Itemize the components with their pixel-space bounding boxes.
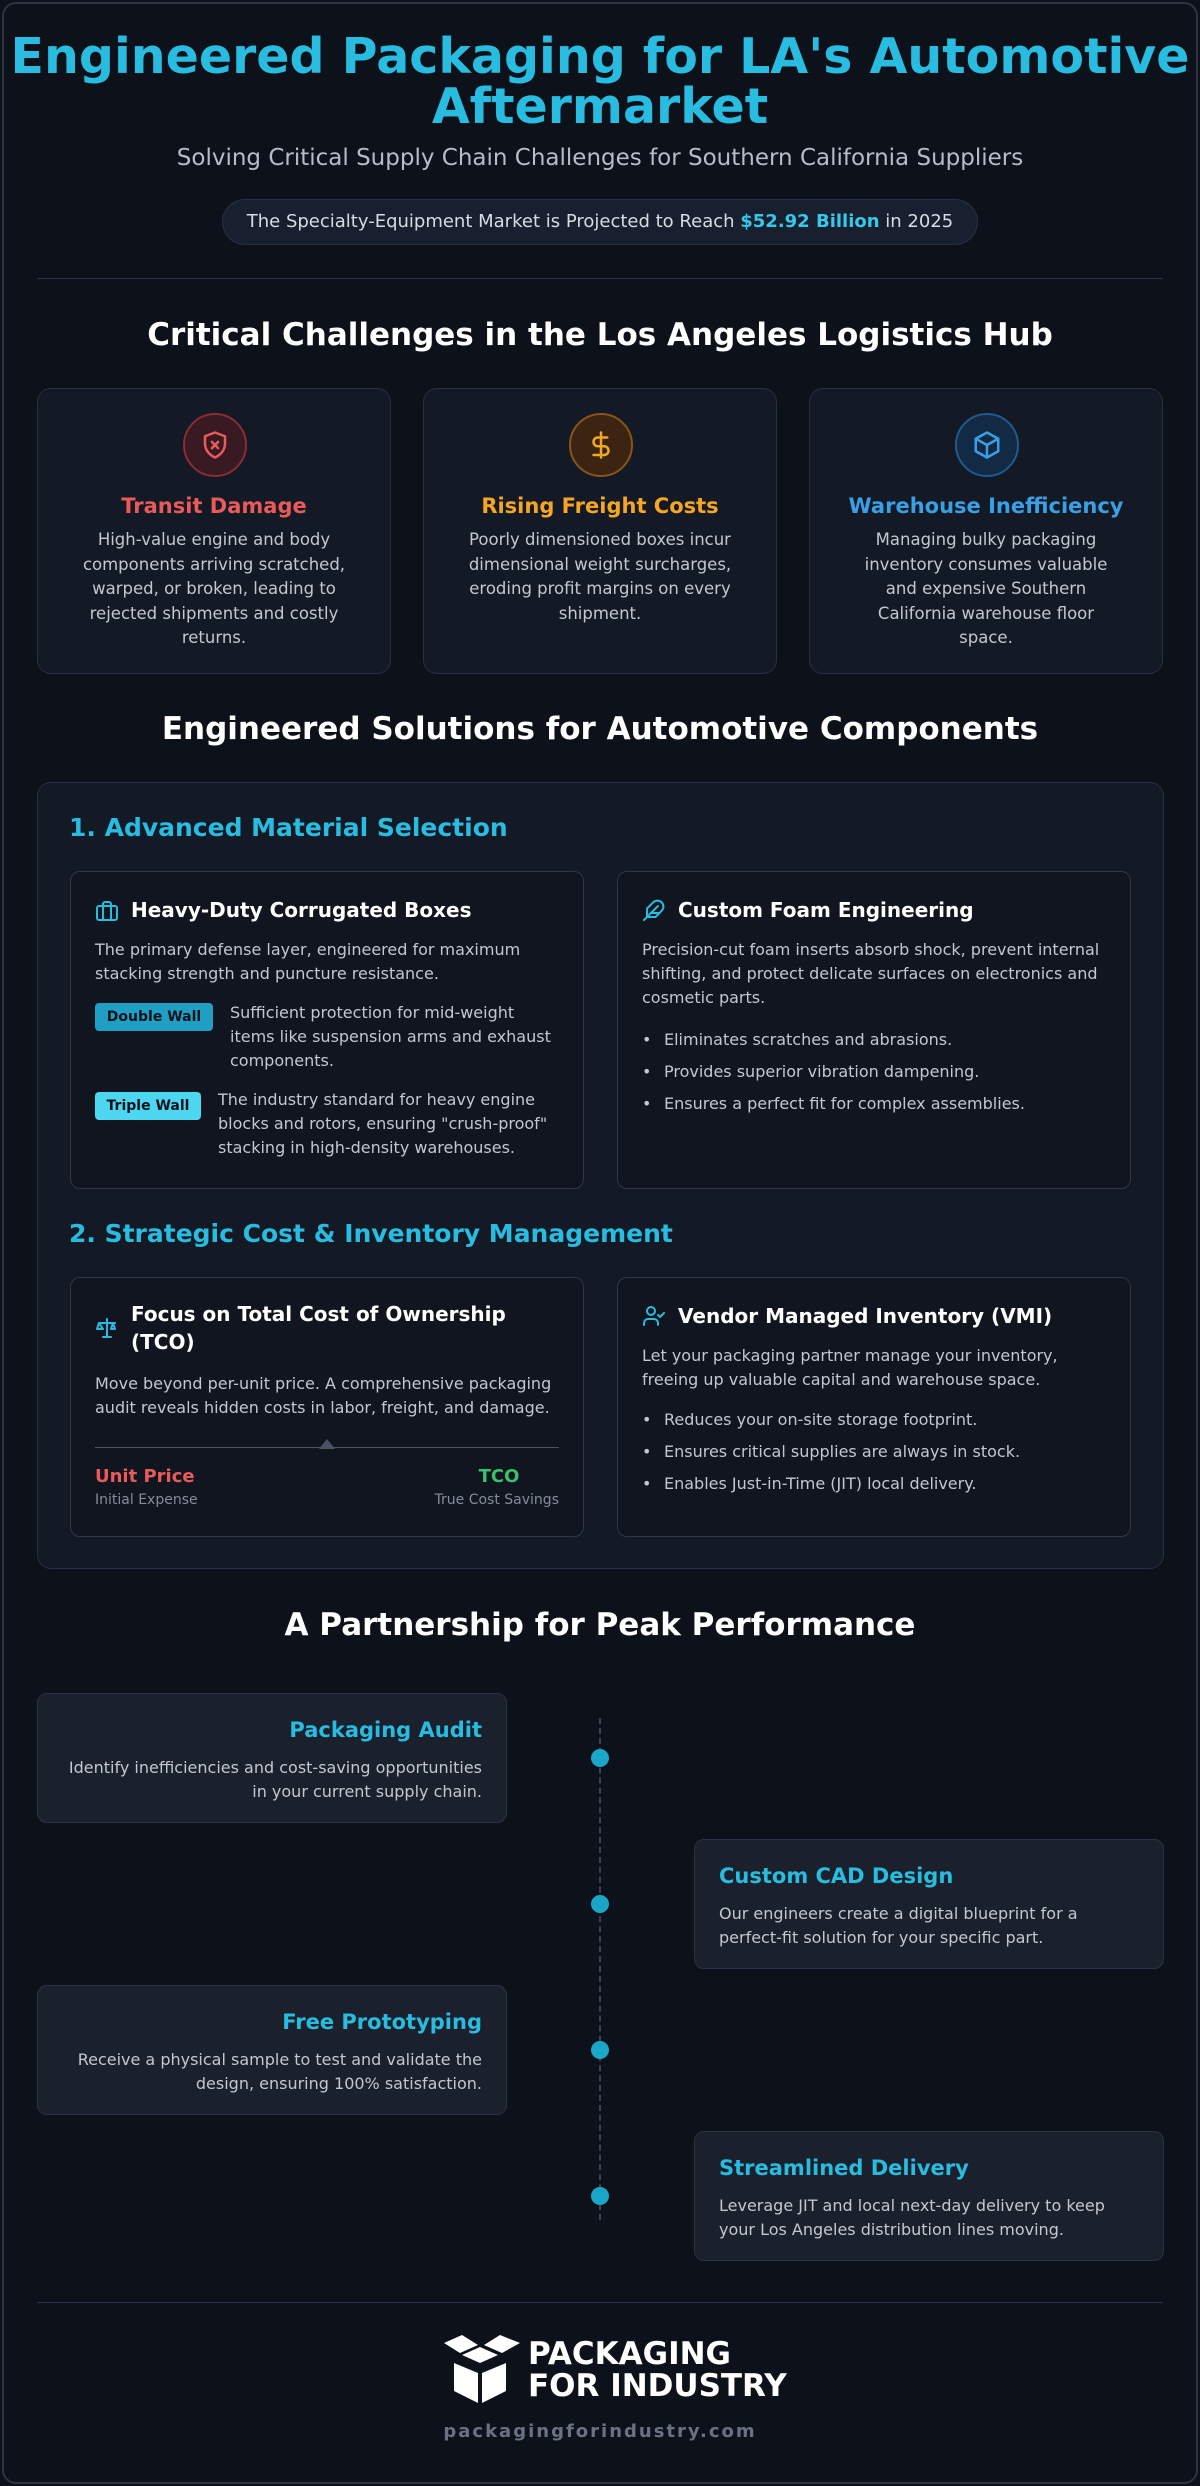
card-title: Focus on Total Cost of Ownership (TCO) <box>131 1302 506 1354</box>
foam-bullets <box>642 1024 1110 1120</box>
timeline-line <box>599 1718 601 2220</box>
challenge-card-freight-costs <box>423 388 777 674</box>
challenge-card-warehouse <box>809 388 1163 674</box>
box-icon <box>955 413 1019 477</box>
packaging-logo-icon <box>440 2333 522 2405</box>
step-text: Leverage JIT and local next-day delivery to keep your Los Angeles distribution lines moving. <box>719 2196 1105 2239</box>
timeline-step-audit <box>37 1693 507 1823</box>
website-link[interactable]: packagingforindustry.com <box>443 2421 757 2442</box>
corrugated-card <box>70 871 584 1189</box>
timeline-step-cad <box>694 1839 1164 1969</box>
step-title: Streamlined Delivery <box>719 2156 969 2180</box>
divider <box>37 278 1163 279</box>
user-check-icon <box>642 1304 666 1328</box>
triple-wall-badge: Triple Wall <box>95 1092 201 1120</box>
page-title: Engineered Packaging for LA's Automotive Aftermarket <box>10 28 1190 135</box>
challenges-title: Critical Challenges in the Los Angeles Logistics Hub <box>147 317 1053 353</box>
card-title: Heavy-Duty Corrugated Boxes <box>131 898 472 922</box>
double-wall-text: Sufficient protection for mid-weight items like suspension arms and exhaust components. <box>230 1003 551 1070</box>
step-title: Free Prototyping <box>282 2010 482 2034</box>
market-stat-value: $52.92 Billion <box>740 211 880 232</box>
dollar-icon <box>569 413 633 477</box>
challenge-card-transit-damage <box>37 388 391 674</box>
list-item: • Ensures critical supplies are always in stock. <box>642 1436 1110 1468</box>
step-text: Our engineers create a digital blueprint for a perfect-fit solution for your specific part. <box>719 1904 1078 1947</box>
section-heading: 2. Strategic Cost & Inventory Management <box>69 1219 673 1248</box>
tco-sub: True Cost Savings <box>434 1492 559 1508</box>
timeline-step-prototyping <box>37 1985 507 2115</box>
divider <box>37 2302 1163 2303</box>
balance-pointer-icon <box>319 1439 335 1449</box>
list-item: • Enables Just-in-Time (JIT) local delivery. <box>642 1468 1110 1500</box>
list-item: • Reduces your on-site storage footprint. <box>642 1404 1110 1436</box>
card-desc: The primary defense layer, engineered for maximum stacking strength and puncture resistance. <box>95 940 521 983</box>
card-title: Custom Foam Engineering <box>678 898 974 922</box>
double-wall-badge: Double Wall <box>95 1003 213 1031</box>
scale-icon <box>95 1316 119 1340</box>
shield-x-icon <box>183 413 247 477</box>
card-title: Vendor Managed Inventory (VMI) <box>678 1304 1053 1328</box>
market-stat-pill: The Specialty-Equipment Market is Projected to Reach $52.92 Billion in 2025 <box>222 199 978 245</box>
timeline-step-delivery <box>694 2131 1164 2261</box>
challenge-text: Poorly dimensioned boxes incur dimensional weight surcharges, eroding profit margins on every shipment. <box>468 530 732 623</box>
timeline-dot <box>591 2041 609 2059</box>
step-text: Receive a physical sample to test and validate the design, ensuring 100% satisfaction. <box>77 2050 482 2093</box>
tco-card <box>70 1277 584 1537</box>
unit-price-label: Unit Price <box>95 1466 195 1487</box>
step-title: Packaging Audit <box>289 1718 482 1742</box>
step-text: Identify inefficiencies and cost-saving opportunities in your current supply chain. <box>68 1758 482 1801</box>
unit-price-sub: Initial Expense <box>95 1492 198 1508</box>
card-desc: Move beyond per-unit price. A comprehensive packaging audit reveals hidden costs in labor, freight, and damage. <box>95 1374 552 1417</box>
briefcase-icon <box>95 899 119 923</box>
brand-wordmark: PACKAGING FOR INDUSTRY <box>528 2336 787 2404</box>
timeline-dot <box>591 1895 609 1913</box>
page-subtitle: Solving Critical Supply Chain Challenges for Southern California Suppliers <box>176 145 1024 171</box>
timeline-dot <box>591 2187 609 2205</box>
challenge-title: Transit Damage <box>121 494 307 518</box>
list-item: • Provides superior vibration dampening. <box>642 1056 1110 1088</box>
list-item: • Ensures a perfect fit for complex assemblies. <box>642 1088 1110 1120</box>
challenge-title: Warehouse Inefficiency <box>848 494 1124 518</box>
timeline-dot <box>591 1749 609 1767</box>
triple-wall-text: The industry standard for heavy engine blocks and rotors, ensuring "crush-proof" stacking in high-density warehouses. <box>218 1090 548 1157</box>
foam-card <box>617 871 1131 1189</box>
feather-icon <box>642 898 666 922</box>
card-desc: Let your packaging partner manage your inventory, freeing up valuable capital and warehouse space. <box>642 1346 1058 1389</box>
vmi-bullets <box>642 1404 1110 1500</box>
step-title: Custom CAD Design <box>719 1864 954 1888</box>
list-item: • Eliminates scratches and abrasions. <box>642 1024 1110 1056</box>
section-heading: 1. Advanced Material Selection <box>69 813 508 842</box>
challenge-text: High-value engine and body components arriving scratched, warped, or broken, leading to rejected shipments and costly returns. <box>82 530 346 647</box>
card-desc: Precision-cut foam inserts absorb shock, prevent internal shifting, and protect delicate surfaces on electronics and cosmetic parts. <box>642 940 1100 1007</box>
challenge-text: Managing bulky packaging inventory consumes valuable and expensive Southern California warehouse floor space. <box>864 530 1108 647</box>
partnership-title: A Partnership for Peak Performance <box>284 1607 916 1643</box>
solutions-panel <box>37 782 1164 1569</box>
solutions-title: Engineered Solutions for Automotive Components <box>161 711 1039 747</box>
challenge-title: Rising Freight Costs <box>481 494 719 518</box>
vmi-card <box>617 1277 1131 1537</box>
tco-label: TCO <box>478 1466 520 1487</box>
